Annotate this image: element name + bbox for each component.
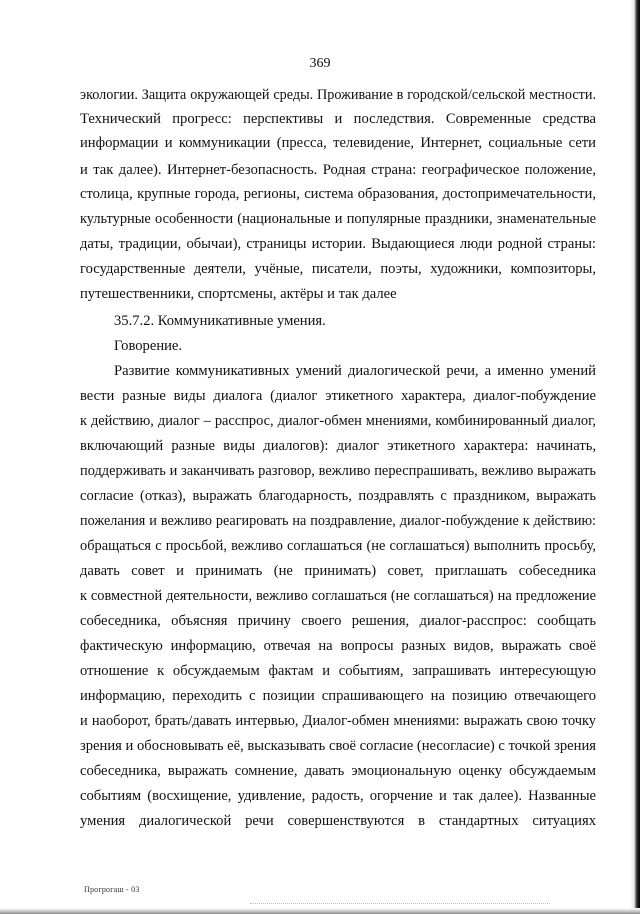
text-line: и наоборот, брать/давать интервью, Диалог-обмен мнениями: выражать свою точку: [80, 713, 596, 729]
text-line: зрения и обосновывать её, высказывать своё согласие (несогласие) с точкой зрения: [80, 738, 596, 754]
text-line: информации и коммуникации (пресса, телевидение, Интернет, социальные сети: [80, 135, 596, 151]
text-line: фактическую информацию, отвечая на вопросы разных видов, выражать своё: [80, 638, 596, 654]
text-line: Технический прогресс: перспективы и последствия. Современные средства: [80, 111, 596, 127]
text-line: умения диалогической речи совершенствуются в стандартных ситуациях: [80, 813, 596, 829]
text-line: согласие (отказ), выражать благодарность, поздравлять с праздником, выражать: [80, 488, 596, 504]
text-line: даты, традиции, обычаи), страницы истории. Выдающиеся люди родной страны:: [80, 236, 596, 252]
text-line: и так далее). Интернет-безопасность. Родная страна: географическое положение,: [80, 162, 596, 178]
text-line: путешественники, спортсмены, актёры и так далее: [80, 286, 397, 302]
text-line: столица, крупные города, регионы, система образования, достопримечательности,: [80, 186, 596, 202]
text-line: информацию, переходить с позиции спрашивающего на позицию отвечающего: [80, 688, 596, 704]
subsection-heading: Говорение.: [114, 338, 183, 354]
text-line: культурные особенности (национальные и популярные праздники, знаменательные: [80, 211, 596, 227]
text-line: к действию, диалог – расспрос, диалог-обмен мнениями, комбинированный диалог,: [80, 413, 596, 429]
text-line: вести разные виды диалога (диалог этикетного характера, диалог-побуждение: [80, 388, 596, 404]
text-line: государственные деятели, учёные, писатели, поэты, художники, композиторы,: [80, 261, 596, 277]
page-number: 369: [309, 56, 331, 71]
text-line: включающий разные виды диалогов): диалог этикетного характера: начинать,: [80, 438, 596, 454]
scan-edge-bottom: [0, 908, 640, 914]
text-line: собеседника, выражать сомнение, давать эмоциональную оценку обсуждаемым: [80, 763, 596, 779]
text-line: Развитие коммуникативных умений диалогической речи, а именно умений: [114, 363, 596, 379]
text-line: экологии. Защита окружающей среды. Проживание в городской/сельской местности.: [80, 87, 596, 103]
scan-edge-right: [630, 0, 640, 914]
text-line: собеседника, объясняя причину своего решения, диалог-расспрос: сообщать: [80, 613, 596, 629]
text-line: поддерживать и заканчивать разговор, вежливо переспрашивать, вежливо выражать: [80, 463, 596, 479]
text-line: обращаться с просьбой, вежливо соглашаться (не соглашаться) выполнить просьбу,: [80, 538, 596, 554]
text-line: пожелания и вежливо реагировать на поздравление, диалог-побуждение к действию:: [80, 513, 596, 529]
text-line: отношение к обсуждаемым фактам и событиям, запрашивать интересующую: [80, 663, 596, 679]
section-heading: 35.7.2. Коммуникативные умения.: [114, 313, 326, 329]
text-line: событиям (восхищение, удивление, радость, огорчение и так далее). Названные: [80, 788, 596, 804]
text-line: давать совет и принимать (не принимать) совет, приглашать собеседника: [80, 563, 596, 579]
text-line: к совместной деятельности, вежливо соглашаться (не соглашаться) на предложение: [80, 588, 596, 604]
footer-note: Прoгрогаш - 03: [84, 885, 140, 894]
scan-artifact-dots: [250, 903, 550, 905]
